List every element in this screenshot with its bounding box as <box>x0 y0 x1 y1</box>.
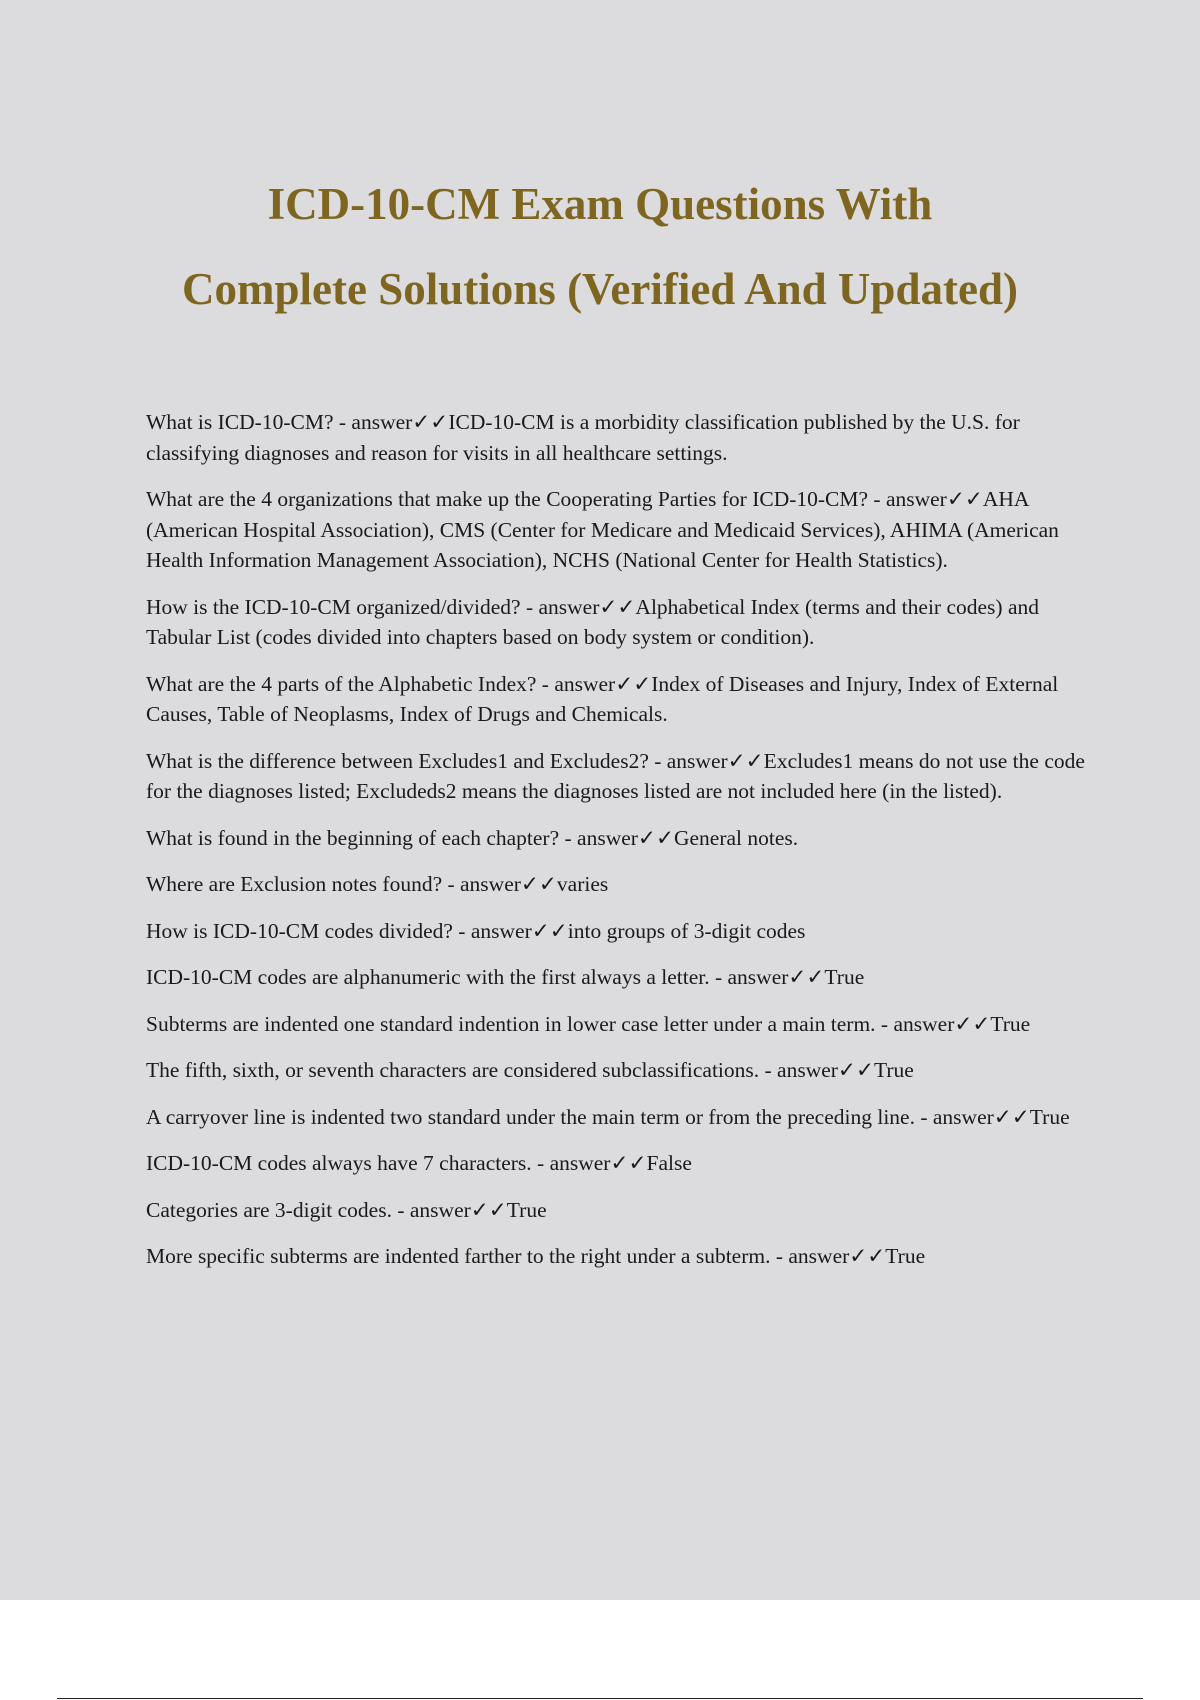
qa-item: What are the 4 parts of the Alphabetic Index? - answer✓✓Index of Diseases and Injury, Index of External Causes, Table of Neoplasms, Index of Drugs and Chemicals. <box>146 671 1059 726</box>
qa-item: What is ICD-10-CM? - answer✓✓ICD-10-CM is a morbidity classification published by the U.S. for classifying diagnoses and reason for visits in all healthcare settings. <box>146 410 1020 465</box>
footer-divider <box>57 1698 1143 1699</box>
qa-item: A carryover line is indented two standard under the main term or from the preceding line. - answer✓✓True <box>146 1104 1070 1129</box>
qa-item: ICD-10-CM codes are alphanumeric with the first always a letter. - answer✓✓True <box>146 965 865 989</box>
qa-list <box>146 407 1086 1288</box>
qa-item: What is found in the beginning of each chapter? - answer✓✓General notes. <box>146 825 799 850</box>
qa-item: More specific subterms are indented farther to the right under a subterm. - answer✓✓True <box>146 1244 926 1268</box>
title-line-1: ICD-10-CM Exam Questions With <box>267 179 933 229</box>
title-line-2: Complete Solutions (Verified And Updated) <box>182 264 1018 314</box>
qa-item: How is the ICD-10-CM organized/divided? - answer✓✓Alphabetical Index (terms and their codes) and Tabular List (codes divided into chapters based on body system or condition). <box>146 594 1039 649</box>
qa-item: What is the difference between Excludes1 and Excludes2? - answer✓✓Excludes1 means do not use the code for the diagnoses listed; Excludeds2 means the diagnoses listed are not included here (in the listed). <box>146 748 1085 803</box>
qa-item: Where are Exclusion notes found? - answer✓✓varies <box>146 872 609 896</box>
qa-item: Subterms are indented one standard indention in lower case letter under a main term. - answer✓✓True <box>146 1011 1031 1036</box>
qa-item: Categories are 3-digit codes. - answer✓✓True <box>146 1197 547 1222</box>
document-title <box>0 162 1200 332</box>
qa-item: The fifth, sixth, or seventh characters are considered subclassifications. - answer✓✓True <box>146 1058 914 1082</box>
qa-item: How is ICD-10-CM codes divided? - answer✓✓into groups of 3-digit codes <box>146 918 806 943</box>
qa-item: What are the 4 organizations that make up the Cooperating Parties for ICD-10-CM? - answer✓✓AHA (American Hospital Association), CMS (Center for Medicare and Medicaid Services), AHIMA (American Health Information Management Association), NCHS (National Center for Health Statistics). <box>146 487 1059 572</box>
qa-item: ICD-10-CM codes always have 7 characters. - answer✓✓False <box>146 1151 692 1175</box>
